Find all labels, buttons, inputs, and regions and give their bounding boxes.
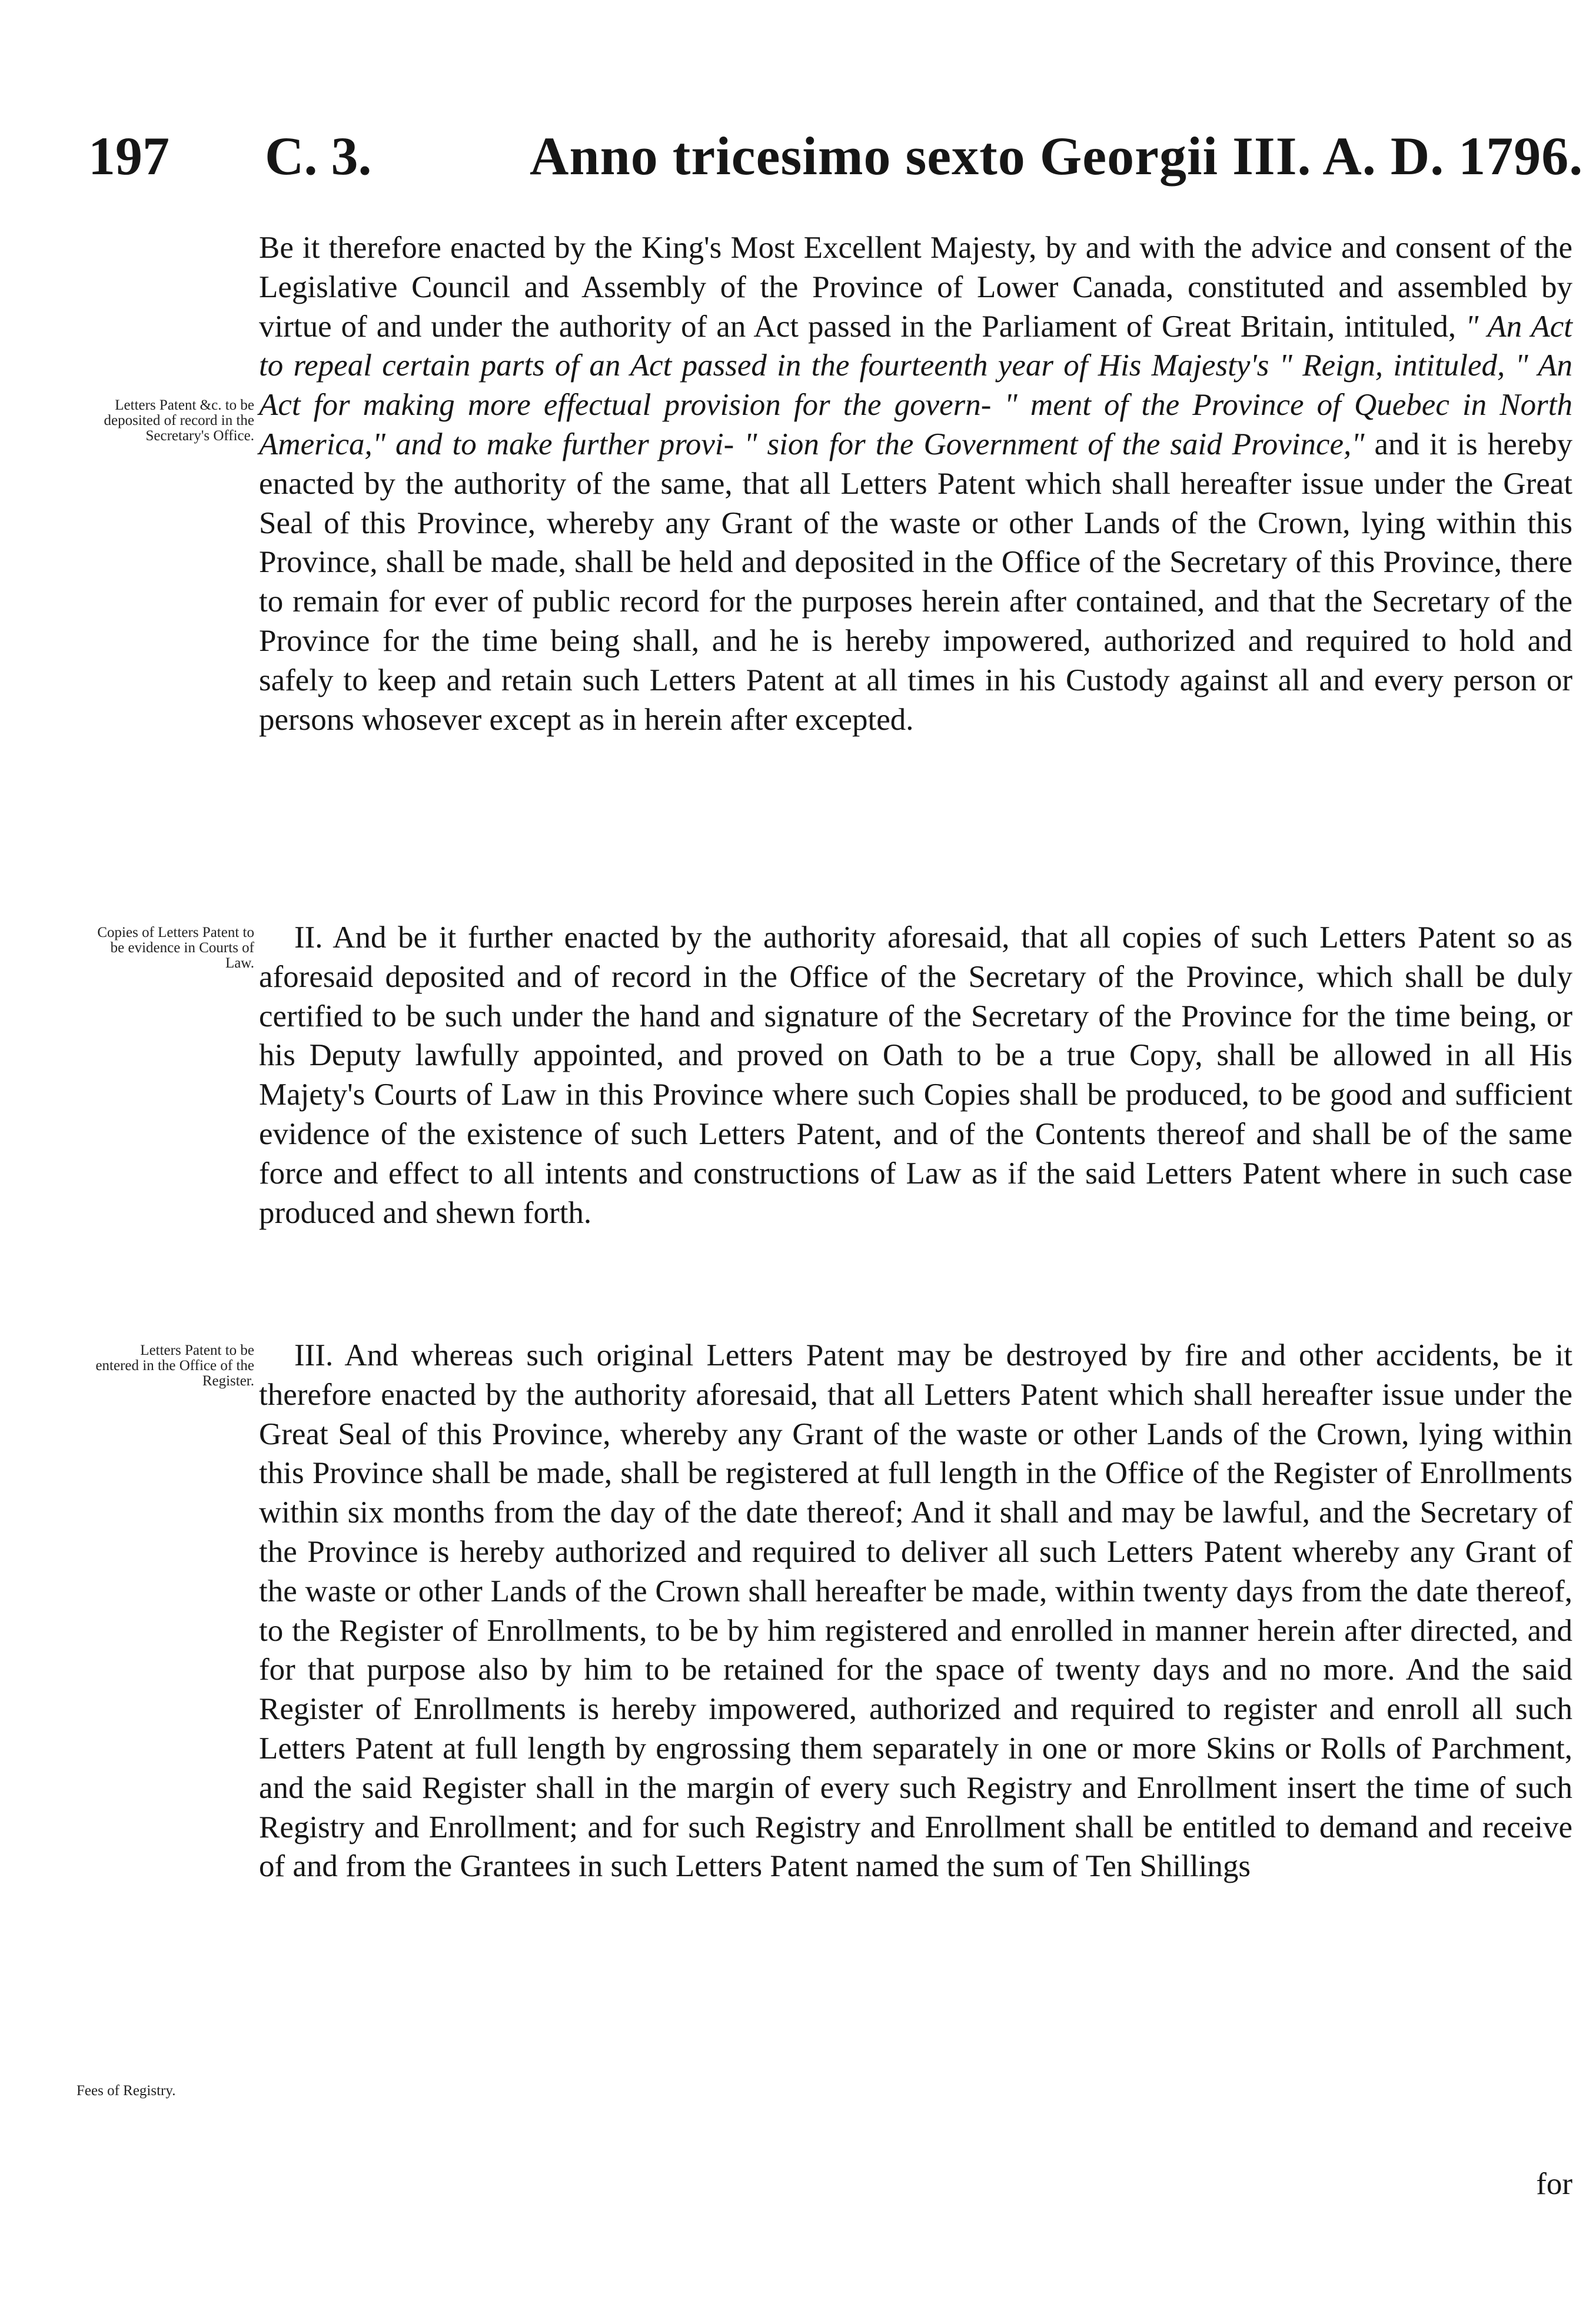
margin-note-copies: Copies of Letters Patent to be evidence in Courts of Law. (97, 925, 254, 971)
section-2 (259, 918, 1572, 1232)
section-1 (259, 228, 1572, 739)
section-3 (259, 1336, 1572, 1886)
paragraph-1-text-c: and it is hereby enacted by the authority of the same, that all Letters Patent which shall hereafter issue under the Great Seal of this Province, whereby any Grant of the waste or other Lands of the Crown, lying within this Province, shall be made, shall be held and deposited in the Office of the Secretary of this Province, there to remain for ever of public record for the purposes herein after contained, and that the Secretary of the Province for the time being shall, and he is hereby impowered, authorized and required to hold and safely to keep and retain such Letters Patent at all times in his Custody against all and every person or persons whosever except as in herein after excepted. (259, 427, 1572, 737)
page-title: Anno tricesimo sexto Georgii III. A. D. 1796. (530, 126, 1584, 186)
margin-note-fees: Fees of Registry. (77, 2083, 176, 2099)
paragraph-1-text-a: Be it therefore enacted by the King's Most Excellent Majesty, by and with the advice and consent of the Legislative Council and Assembly of the Province of Lower Canada, constituted and assembled by virtue of and under the authority of an Act passed in the Parliament of Great Britain, intituled, (259, 231, 1572, 344)
chapter-label: C. 3. (265, 126, 372, 186)
paragraph-2: II. And be it further enacted by the authority aforesaid, that all copies of such Letters Patent so as aforesaid deposited and of record in the Office of the Secretary of the Province, which shall be duly certified to be such under the hand and signature of the Secretary of the Province for the time being, or his Deputy lawfully appointed, and proved on Oath to be a true Copy, shall be allowed in all His Majety's Courts of Law in this Province where such Copies shall be produced, to be good and sufficient evidence of the existence of such Letters Patent, and of the Contents thereof and shall be of the same force and effect to all intents and constructions of Law as if the said Letters Patent where in such case produced and shewn forth. (259, 920, 1572, 1230)
paragraph-3: III. And whereas such original Letters Patent may be destroyed by fire and other accidents, be it therefore enacted by the authority aforesaid, that all Letters Patent which shall hereafter issue under the Great Seal of this Province, whereby any Grant of the waste or other Lands of the Crown, lying within this Province shall be made, shall be registered at full length in the Office of the Register of Enrollments within six months from the day of the date thereof; And it shall and may be lawful, and the Secretary of the Province is hereby authorized and required to deliver all such Letters Patent whereby any Grant of the waste or other Lands of the Crown shall hereafter be made, within twenty days from the date thereof, to the Register of Enrollments, to be by him registered and enrolled in manner herein after directed, and for that purpose also by him to be retained for the space of twenty days and no more. And the said Register of Enrollments is hereby impowered, authorized and required to register and enroll all such Letters Patent at full length by engrossing them separately in one or more Skins or Rolls of Parchment, and the said Register shall in the margin of every such Registry and Enrollment insert the time of such Registry and Enrollment; and for such Registry and Enrollment shall be entitled to demand and receive of and from the Grantees in such Letters Patent named the sum of Ten Shillings (259, 1338, 1572, 1884)
catchword: for (1536, 2167, 1572, 2201)
page-number: 197 (88, 126, 169, 186)
margin-note-letters-patent: Letters Patent &c. to be deposited of record in the Secretary's Office. (104, 397, 254, 444)
paragraph-1-quoted-title: " An Act to repeal certain parts of an Act passed in the fourteenth year of His Majesty's " Reign, intituled, " An Act for making more effectual provision for the govern- " ment of the Province of Quebec in North America," and to make further provi- " sion for the Government of the said Province," (259, 309, 1572, 461)
page-header (77, 112, 1583, 200)
margin-note-register: Letters Patent to be entered in the Office of the Register. (95, 1342, 254, 1389)
